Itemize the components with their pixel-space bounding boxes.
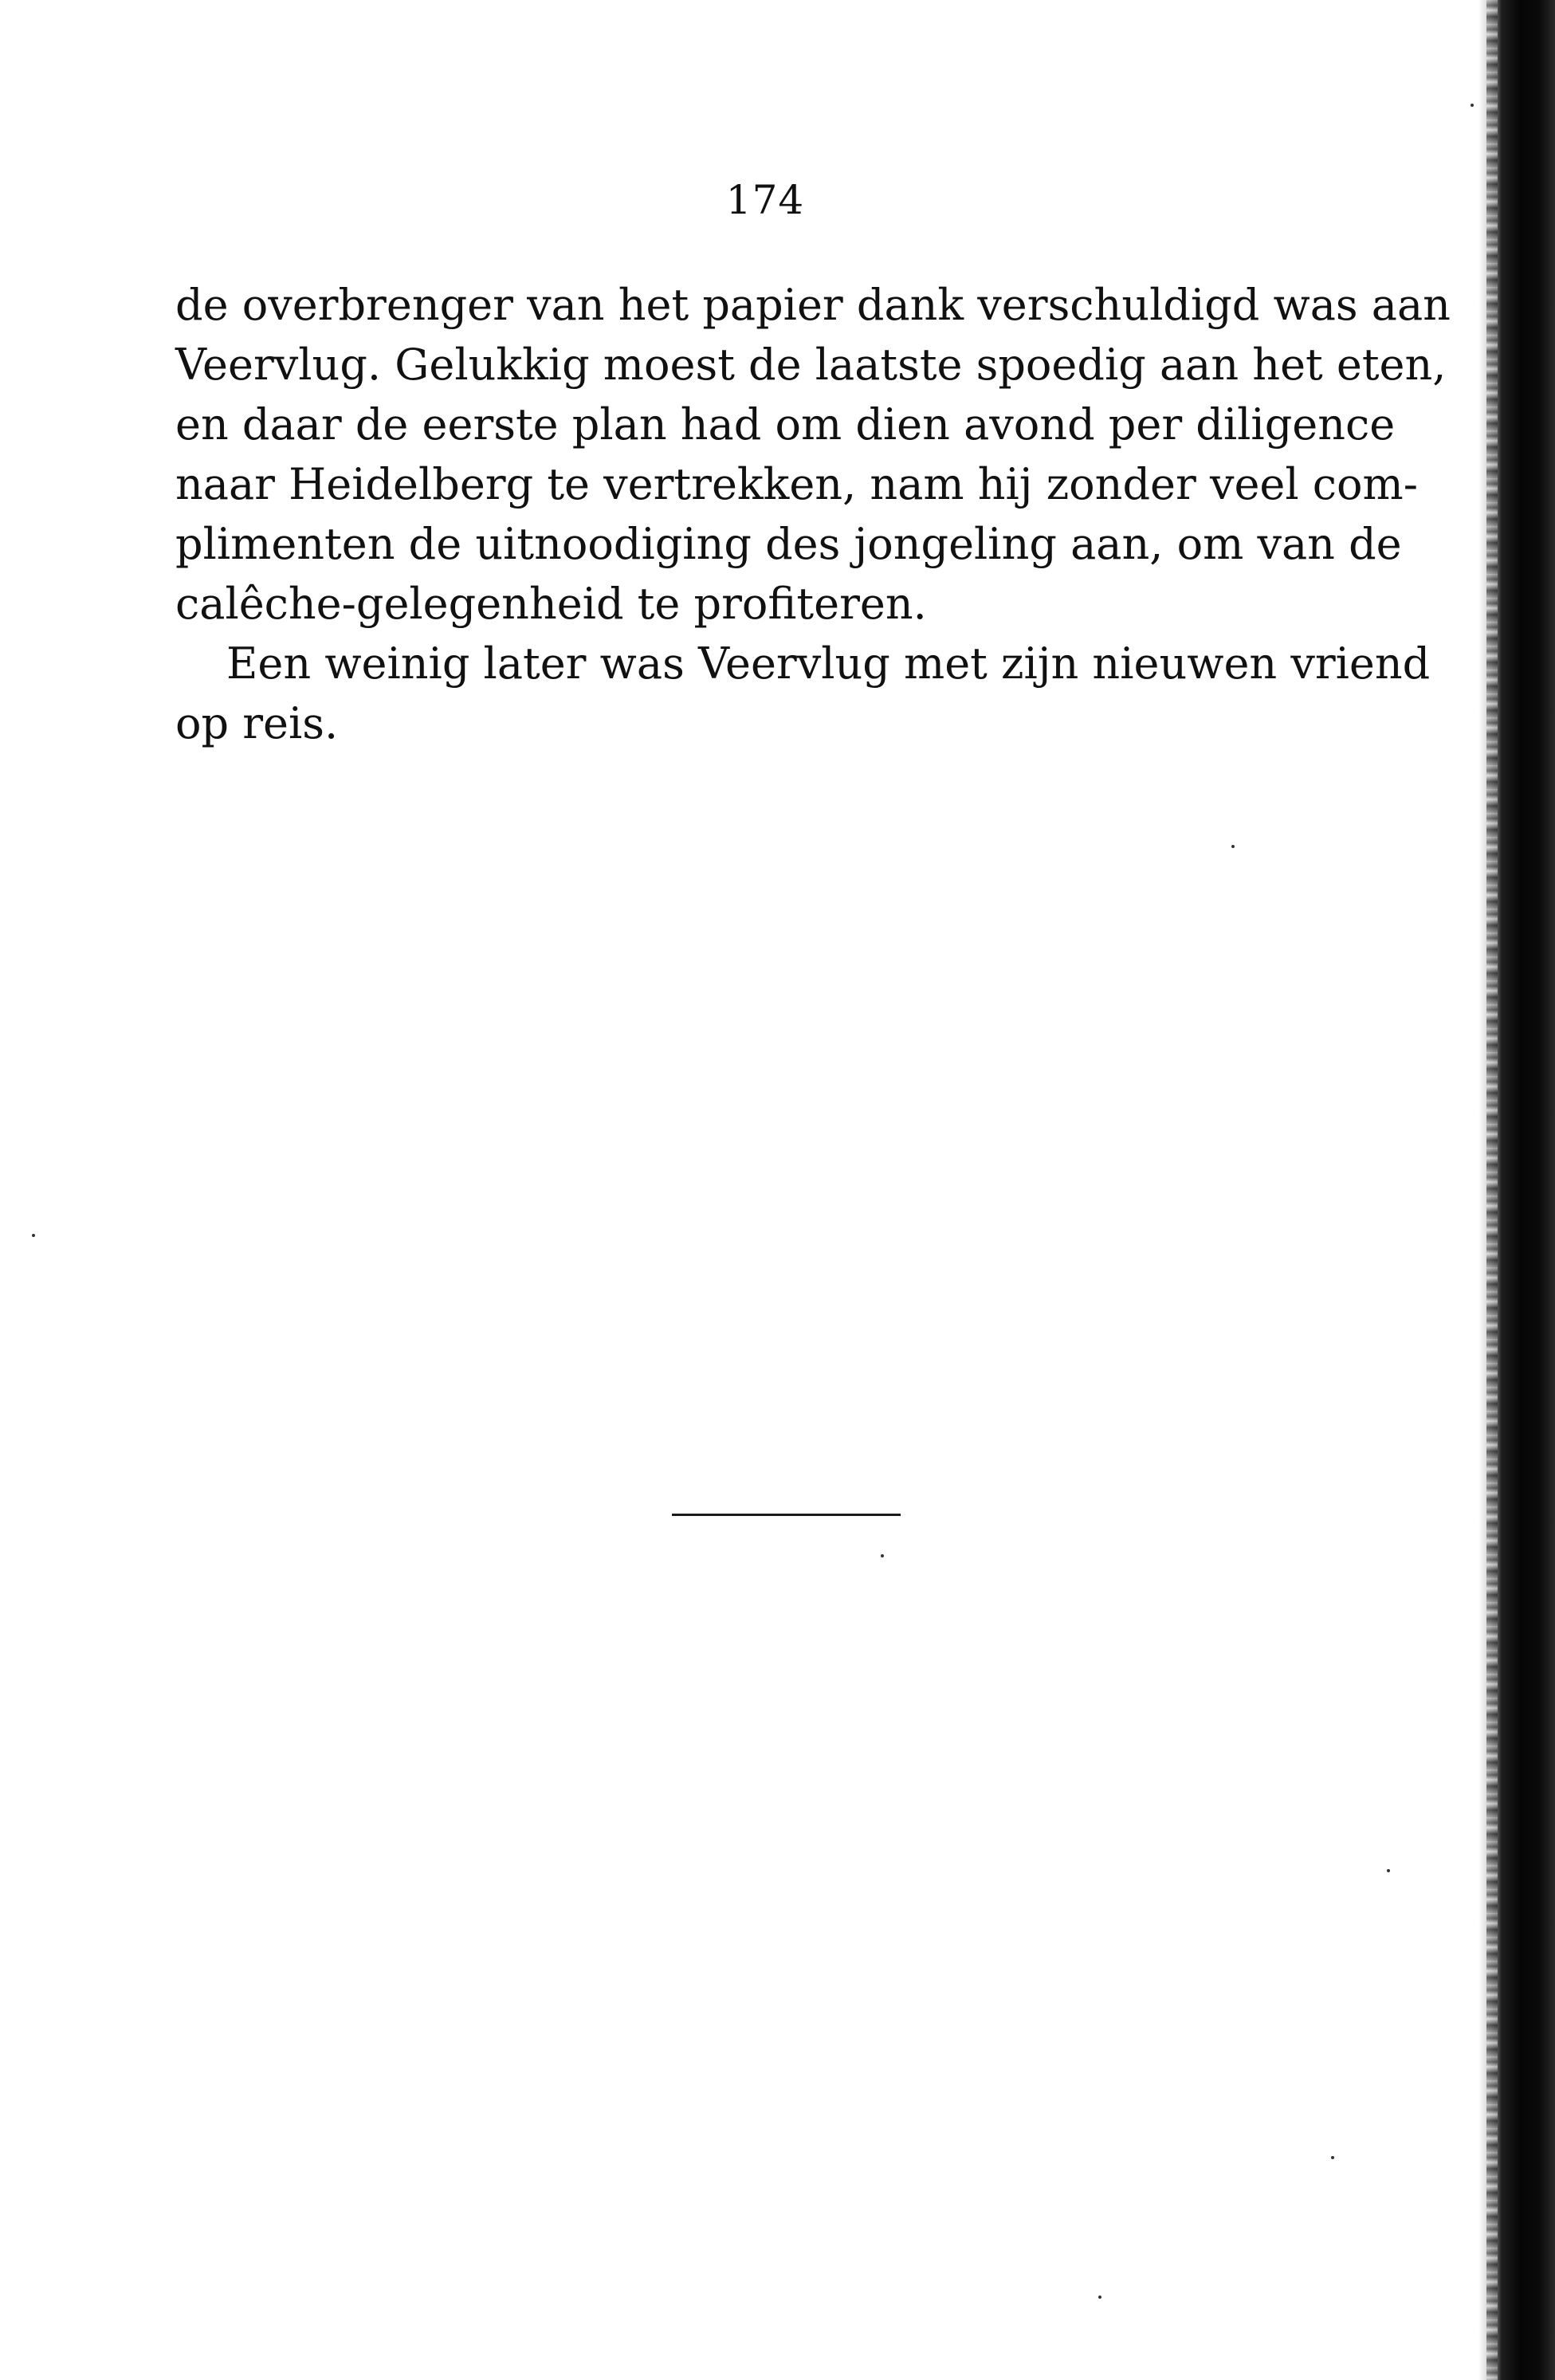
section-end-rule: [672, 1514, 901, 1516]
text-line: Een weinig later was Veervlug met zijn nieuwen vriend: [226, 638, 1431, 689]
scan-speck: [1471, 104, 1474, 107]
text-line: en daar de eerste plan had om dien avond per diligence: [175, 399, 1396, 450]
scan-speck: [1098, 2296, 1101, 2299]
text-line: plimenten de uitnoodiging des jongeling aan, om van de: [175, 519, 1402, 569]
page-number: 174: [725, 177, 805, 223]
scan-speck: [1331, 2156, 1334, 2159]
text-line: calêche-gelegenheid te profiteren.: [175, 579, 927, 629]
scan-edge-texture: [1486, 0, 1498, 2380]
scan-speck: [32, 1234, 35, 1237]
body-text: [175, 275, 1451, 753]
scan-speck: [1387, 1869, 1390, 1872]
text-line: de overbrenger van het papier dank verschuldigd was aan: [175, 280, 1451, 330]
text-line: Veervlug. Gelukkig moest de laatste spoedig aan het eten,: [175, 340, 1447, 390]
scan-speck: [881, 1554, 884, 1557]
scan-binding-edge: [1478, 0, 1555, 2380]
scan-speck: [1231, 845, 1235, 848]
text-line: op reis.: [175, 698, 339, 748]
text-line: naar Heidelberg te vertrekken, nam hij zonder veel com-: [175, 459, 1419, 509]
